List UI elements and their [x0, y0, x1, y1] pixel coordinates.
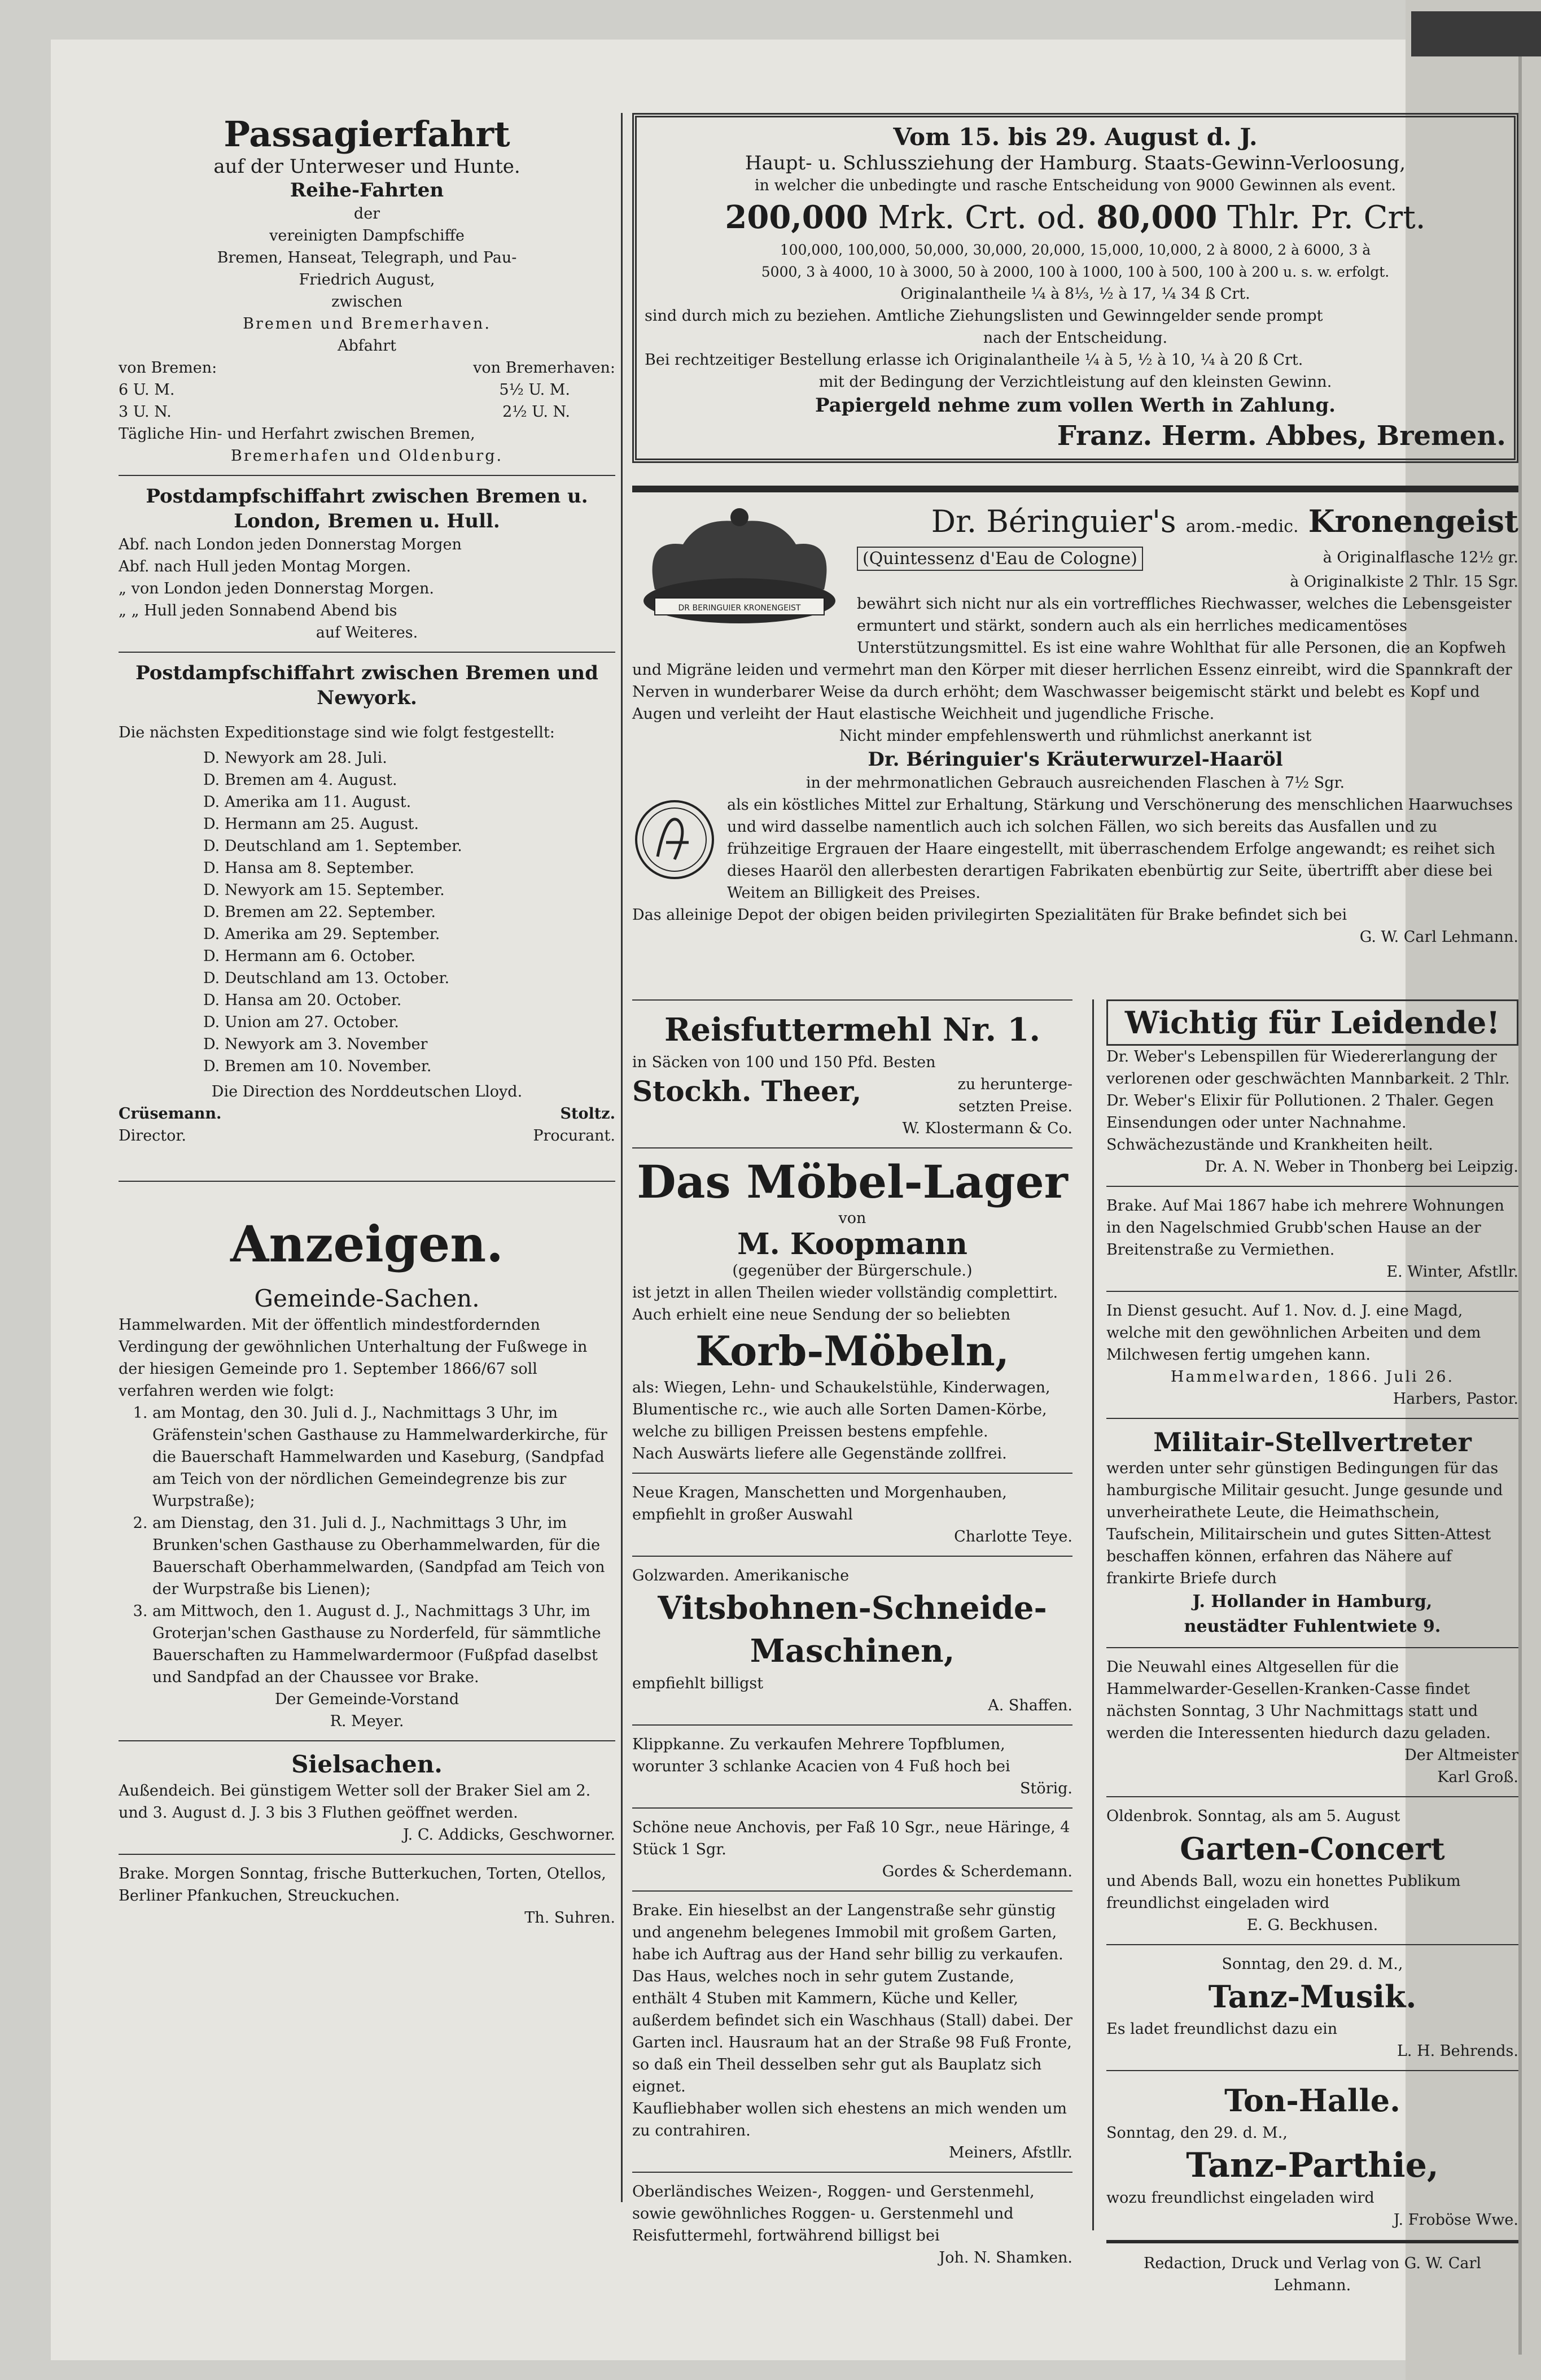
list-item: D. Bremen am 22. September. [203, 903, 436, 921]
lottery-line: Vom 15. bis 29. August d. J. [893, 123, 1258, 151]
kronen-sub-row [857, 547, 1518, 571]
kronen-text: bewährt sich nicht nur als ein vortreffliches Riechwasser, welches die Lebensgeister ermuntert und stärkt, sondern auch als ein herrliches medicamentöses Unterstützungsmittel. Es ist eine wahre Wohlthat für alle Personen, die an Kopfweh und Migräne leiden und vermehrt man den Körper mit dieser herrlichen Essenz einreibt, wird die Spannkraft der Nerven in wunderbarer Weise da durch erhöht; dem Waschwasser beigemischt stärkt und belebt es Kopf und Augen und verleiht der Haut elastische Weichheit und jugendliche Frische. [632, 595, 1512, 723]
signature-role: Director. [119, 1127, 186, 1145]
wicht-title: Wichtig für Leidende! [1106, 999, 1518, 1046]
prize-amount: 200,000 [725, 199, 868, 236]
newyork-intro: Die nächsten Expeditionstage sind wie folgt festgestellt: [119, 724, 555, 741]
wicht-text: Dr. Weber's Lebenspillen für Wiedererlangung der verlorenen oder geschwächten Mannbarkeit. 2 Thlr. Dr. Weber's Elixir für Pollutionen. 2 Thaler. Gegen Einsendungen oder unter Nachnahme. Schwächezustände und Krankheiten heilt. [1106, 1048, 1510, 1154]
signature-row [119, 1103, 615, 1125]
dienst-sign: Harbers, Pastor. [1393, 1390, 1518, 1408]
list-item: D. Amerika am 29. September. [203, 925, 440, 943]
right-upper [632, 113, 1518, 948]
list-item: D. Hermann am 25. August. [203, 815, 419, 833]
list-item: D. Newyork am 3. November [203, 1036, 428, 1053]
divider [1106, 1796, 1518, 1797]
passage-line: Abfahrt [337, 337, 397, 355]
ton-text: wozu freundlichst eingeladen wird [1106, 2189, 1374, 2207]
divider [632, 1473, 1072, 1474]
garten-sign: E. G. Beckhusen. [1246, 1916, 1378, 1934]
right-column [1106, 999, 1518, 2296]
schedule-row [119, 379, 615, 401]
passage-title: Passagierfahrt [224, 113, 510, 155]
passage-line: Tägliche Hin- und Herfahrt zwischen Bremen, [119, 425, 475, 443]
mil-addr: neustädter Fuhlentwiete 9. [1184, 1617, 1441, 1636]
gesellen-sign: Karl Groß. [1437, 1768, 1518, 1786]
tanz-title: Tanz-Musik. [1208, 1979, 1417, 2015]
topf-sign: Störig. [1019, 1780, 1072, 1797]
siel-text: Außendeich. Bei günstigem Wetter soll der Braker Siel am 2. und 3. August d. J. 3 bis 3 Fluthen geöffnet werden. [119, 1782, 591, 1822]
heavy-rule [632, 486, 1518, 492]
ton-sign: J. Froböse Wwe. [1393, 2211, 1518, 2229]
gemeinde-name: R. Meyer. [330, 1713, 404, 1730]
kronengeist-ad [632, 501, 1518, 948]
gesellen-line: Der Altmeister [1404, 1746, 1518, 1764]
lottery-prize [645, 196, 1506, 239]
reis-title: Reisfuttermehl Nr. 1. [664, 1011, 1040, 1049]
list-item: D. Union am 27. October. [203, 1014, 399, 1031]
vits-intro: Golzwarden. Amerikanische [632, 1567, 850, 1584]
divider [119, 1181, 615, 1182]
list-item: 1. am Montag, den 30. Juli d. J., Nachmittags 3 Uhr, im Gräfenstein'schen Gasthause zu Hammelwarderkirche, für die Bauerschaft Hammelwarden und Kaseburg, (Sandpfad am Teich von der nördlichen Gemeindegrenze bis zur Wurpstraße); [152, 1402, 615, 1512]
brake-sign: Th. Suhren. [524, 1909, 615, 1927]
passage-line: Bremerhafen und Oldenburg. [230, 447, 504, 465]
anch-text: Schöne neue Anchovis, per Faß 10 Sgr., neue Häringe, 4 Stück 1 Sgr. [632, 1819, 1070, 1858]
dienst-place: Hammelwarden, 1866. Juli 26. [1170, 1368, 1455, 1386]
gemeinde-list [119, 1402, 615, 1688]
divider [632, 1147, 1072, 1148]
ton-title2: Tanz-Parthie, [1186, 2146, 1439, 2185]
reis-row [632, 1073, 1072, 1117]
list-item: 2. am Dienstag, den 31. Juli d. J., Nachmittags 3 Uhr, im Brunken'schen Gasthause zu Oberhammelwarden, für die Bauerschaft Oberhammelwarden, (Sandpfad am Teich von der Wurpstraße bis Lienen); [152, 1512, 615, 1600]
list-item: D. Deutschland am 1. September. [203, 837, 462, 855]
kronen-title-b: arom.-medic. [1185, 517, 1299, 536]
list-item: D. Newyork am 28. Juli. [203, 749, 387, 767]
monogram-icon [632, 797, 717, 882]
london-line: „ von London jeden Donnerstag Morgen. [119, 580, 434, 597]
london-line: auf Weiteres. [316, 624, 418, 641]
schedule-cell: von Bremerhaven: [473, 359, 615, 377]
divider [632, 1724, 1072, 1726]
mil-text: werden unter sehr günstigen Bedingungen für das hamburgische Militair gesucht. Junge gesunde und unverheirathete Leute, die Heimathschein, Taufschein, Militairschein und gutes Sitten-Attest beschaffen können, erfahren das Nähere auf frankirte Briefe durch [1106, 1460, 1503, 1587]
passage-line: der [353, 205, 380, 222]
moebel-line: Nach Auswärts liefere alle Gegenstände zollfrei. [632, 1445, 1007, 1462]
dienst-text: In Dienst gesucht. Auf 1. Nov. d. J. eine Magd, welche mit den gewöhnlichen Arbeiten und dem Milchwesen fertig umgehen kann. [1106, 1302, 1481, 1364]
schedule-cell: 5½ U. M. [499, 381, 570, 399]
tanz-text: Es ladet freundlichst dazu ein [1106, 2020, 1338, 2038]
wicht-sign: Dr. A. N. Weber in Thonberg bei Leipzig. [1205, 1158, 1518, 1176]
signature-name: Crüsemann. [119, 1105, 222, 1123]
gemeinde-sign: Der Gemeinde-Vorstand [274, 1691, 459, 1708]
passage-line: Friedrich August, [299, 271, 435, 289]
lottery-ad [632, 113, 1518, 463]
list-item: D. Hansa am 8. September. [203, 859, 415, 877]
mil-name: J. Hollander in Hamburg, [1192, 1592, 1433, 1612]
lottery-line: 100,000, 100,000, 50,000, 30,000, 20,000, 15,000, 10,000, 2 à 8000, 2 à 6000, 3 à [780, 242, 1371, 258]
anzeigen-heading: Anzeigen. [230, 1215, 504, 1273]
column-rule-lower [1092, 999, 1094, 2230]
lottery-line: in welcher die unbedingte und rasche Entscheidung von 9000 Gewinnen als event. [754, 177, 1396, 194]
divider [119, 1740, 615, 1741]
imprint: Redaction, Druck und Verlag von G. W. Carl Lehmann. [1143, 2255, 1481, 2294]
moebel-sign: Charlotte Teye. [954, 1528, 1072, 1545]
moebel-addr: (gegenüber der Bürgerschule.) [732, 1262, 973, 1279]
passage-line: Reihe-Fahrten [290, 179, 444, 202]
reis-line: zu herunterge- [957, 1076, 1072, 1093]
passage-line: Bremen und Bremerhaven. [243, 315, 491, 333]
lottery-line: Papiergeld nehme zum vollen Werth in Zahlung. [815, 394, 1336, 417]
schedule-row [119, 401, 615, 423]
divider [1106, 1647, 1518, 1648]
moebel-text: ist jetzt in allen Theilen wieder vollständig complettirt. Auch erhielt eine neue Sendung der so beliebten [632, 1284, 1058, 1324]
reis-line: in Säcken von 100 und 150 Pfd. Besten [632, 1054, 936, 1071]
kronen-sign: G. W. Carl Lehmann. [1359, 928, 1518, 946]
haus-sign: Meiners, Afstllr. [948, 2144, 1072, 2161]
tanz-sign: L. H. Behrends. [1396, 2042, 1518, 2060]
schedule-row [119, 357, 615, 379]
list-item: D. Hansa am 20. October. [203, 992, 402, 1009]
haus-text: Brake. Ein hieselbst an der Langenstraße sehr günstig und angenehm belegenes Immobil mit großem Garten, habe ich Auftrag aus der Hand sehr billig zu verkaufen. Das Haus, welches noch in sehr gutem Zustande, enthält 4 Stuben mit Kammern, Küche und Keller, außerdem befindet sich ein Waschhaus (Stall) dabei. Der Garten incl. Hausraum hat an der Straße 98 Fuß Fronte, so daß ein Theil desselben sehr gut als Bauplatz sich eignet. [632, 1902, 1072, 2095]
london-line: Abf. nach Hull jeden Montag Morgen. [119, 558, 411, 575]
passage-line: auf der Unterweser und Hunte. [213, 155, 520, 178]
newyork-title: Postdampfschiffahrt zwischen Bremen und Newyork. [135, 662, 598, 709]
list-item: D. Deutschland am 13. October. [203, 970, 450, 987]
garten-intro: Oldenbrok. Sonntag, als am 5. August [1106, 1807, 1400, 1825]
kronen-line: Nicht minder empfehlenswerth und rühmlichst anerkannt ist [839, 727, 1312, 745]
middle-column [632, 999, 1072, 2269]
moebel-line: Neue Kragen, Manschetten und Morgenhauben, empfiehlt in großer Auswahl [632, 1484, 1007, 1523]
ton-date: Sonntag, den 29. d. M., [1106, 2124, 1288, 2142]
london-title: Postdampfschiffahrt zwischen Bremen u. London, Bremen u. Hull. [146, 485, 588, 532]
lottery-line: Haupt- u. Schlussziehung der Hamburg. Staats-Gewinn-Verloosung, [745, 152, 1406, 174]
moebel-von: von [838, 1209, 866, 1227]
brake-text: Brake. Morgen Sonntag, frische Butterkuchen, Torten, Otellos, Berliner Pfankuchen, Streuckuchen. [119, 1865, 606, 1905]
lottery-line: Originalantheile ¼ à 8⅓, ½ à 17, ¼ 34 ß Crt. [900, 285, 1250, 303]
divider [1106, 2070, 1518, 2071]
list-item: 3. am Mittwoch, den 1. August d. J., Nachmittags 3 Uhr, im Groterjan'schen Gasthause zu Norderfeld, für sämmtliche Bauerschaften zu Hammelwardermoor (Fußpfad daselbst und Sandpfad an der Chaussee vor Brake. [152, 1600, 615, 1688]
reis-line: setzten Preise. [958, 1098, 1072, 1115]
divider [1106, 1418, 1518, 1419]
ship-list [203, 747, 615, 1077]
divider [119, 652, 615, 653]
divider [632, 2172, 1072, 2173]
moebel-name: M. Koopmann [737, 1227, 967, 1261]
kronen-line: Das alleinige Depot der obigen beiden privilegirten Spezialitäten für Brake befindet sich bei [632, 906, 1347, 924]
moebel-text2: als: Wiegen, Lehn- und Schaukelstühle, Kinderwagen, Blumentische rc., wie auch alle Sorten Damen-Körbe, welche zu billigen Preissen bestens empfehle. [632, 1379, 1050, 1440]
london-line: Abf. nach London jeden Donnerstag Morgen [119, 536, 462, 553]
list-item: D. Bremen am 10. November. [203, 1058, 432, 1075]
list-item: D. Bremen am 4. August. [203, 771, 397, 789]
kronen-text2: als ein köstliches Mittel zur Erhaltung, Stärkung und Verschönerung des menschlichen Haarwuchses und wird dasselbe namentlich auch ich solchen Fällen, wo sich bereits das Ausfallen und zu frühzeitige Ergrauen der Haare eingestellt, mit überraschendem Erfolge angewandt; es reihet sich dieses Haaröl den allerbesten derartigen Fabrikaten ebenbürtig zur Seite, übertrifft aber diese bei Weitem an Billigkeit des Preises. [727, 796, 1513, 902]
divider [632, 999, 1072, 1001]
gemeinde-title: Gemeinde-Sachen. [254, 1285, 480, 1312]
schedule-cell: 2½ U. N. [502, 403, 570, 421]
heavy-rule [1106, 2240, 1518, 2243]
passage-line: vereinigten Dampfschiffe [269, 227, 465, 244]
signature-role: Procurant. [533, 1127, 615, 1145]
woh-sign: E. Winter, Afstllr. [1386, 1263, 1518, 1281]
gesellen-text: Die Neuwahl eines Altgesellen für die Hammelwarder-Gesellen-Kranken-Casse findet nächsten Sonntag, 3 Uhr Nachmittags statt und werden die Interessenten hiedurch dazu geladen. [1106, 1658, 1491, 1742]
moebel-title: Das Möbel-Lager [637, 1155, 1068, 1208]
divider [632, 1890, 1072, 1892]
london-line: „ „ Hull jeden Sonnabend Abend bis [119, 602, 397, 619]
kronen-title-a: Dr. Béringuier's [931, 504, 1176, 539]
siel-title: Sielsachen. [291, 1750, 443, 1778]
signature-name: Stoltz. [560, 1105, 615, 1123]
crown-icon [632, 505, 847, 640]
divider [1106, 1291, 1518, 1292]
list-item: D. Newyork am 15. September. [203, 881, 445, 899]
newyork-sign: Die Direction des Norddeutschen Lloyd. [211, 1083, 523, 1101]
kronen-sub: (Quintessenz d'Eau de Cologne) [857, 547, 1143, 571]
lottery-sign: Franz. Herm. Abbes, Bremen. [1057, 420, 1506, 452]
vits-sign: A. Shaffen. [988, 1697, 1072, 1714]
list-item: D. Hermann am 6. October. [203, 947, 416, 965]
kronen-title-c: Kronengeist [1308, 503, 1518, 539]
kronen-price: à Originalkiste 2 Thlr. 15 Sgr. [1290, 573, 1518, 591]
divider [1106, 1186, 1518, 1187]
column-rule [621, 113, 623, 2202]
schedule-cell: von Bremen: [119, 359, 217, 377]
mil-title: Militair-Stellvertreter [1153, 1427, 1472, 1457]
haus-line: Kaufliebhaber wollen sich ehestens an mich wenden um zu contrahiren. [632, 2100, 1067, 2139]
korb-title: Korb-Möbeln, [695, 1327, 1009, 1375]
crown-label: DR BERINGUIER KRONENGEIST [678, 604, 801, 613]
divider [119, 1854, 615, 1855]
vits-title: Vitsbohnen-Schneide-Maschinen, [658, 1589, 1047, 1670]
passage-line: zwischen [331, 293, 402, 311]
woh-text: Brake. Auf Mai 1867 habe ich mehrere Wohnungen in den Nagelschmied Grubb'schen Hause an der Breitenstraße zu Vermiethen. [1106, 1197, 1504, 1259]
lottery-line: 5000, 3 à 4000, 10 à 3000, 50 à 2000, 100 à 1000, 100 à 500, 100 à 200 u. s. w. erfolgt. [761, 264, 1390, 280]
passage-line: Bremen, Hanseat, Telegraph, und Pau- [217, 249, 517, 267]
kronen-line: in der mehrmonatlichen Gebrauch ausreichenden Flaschen à 7½ Sgr. [805, 774, 1345, 792]
weizen-sign: Joh. N. Shamken. [939, 2249, 1072, 2267]
tanz-date: Sonntag, den 29. d. M., [1222, 1955, 1403, 1973]
signature-row [119, 1125, 615, 1147]
vits-line: empfiehlt billigst [632, 1675, 764, 1692]
reis-sign: W. Klostermann & Co. [902, 1120, 1072, 1137]
lottery-line: mit der Bedingung der Verzichtleistung auf den kleinsten Gewinn. [818, 373, 1332, 391]
garten-title: Garten-Concert [1180, 1831, 1445, 1867]
topf-text: Klippkanne. Zu verkaufen Mehrere Topfblumen, worunter 3 schlanke Acacien von 4 Fuß hoch bei [632, 1736, 1010, 1775]
haaroel-title: Dr. Béringuier's Kräuterwurzel-Haaröl [868, 748, 1283, 771]
lottery-line: sind durch mich zu beziehen. Amtliche Ziehungslisten und Gewinngelder sende prompt [645, 307, 1323, 325]
lottery-line: Bei rechtzeitiger Bestellung erlasse ich Originalantheile ¼ à 5, ½ à 10, ¼ à 20 ß Crt. [645, 351, 1303, 369]
divider [632, 1807, 1072, 1809]
schedule-cell: 3 U. N. [119, 403, 172, 421]
prize-unit: Mrk. Crt. od. [878, 199, 1087, 236]
stock-title: Stockh. Theer, [632, 1075, 862, 1108]
siel-sign: J. C. Addicks, Geschworner. [402, 1826, 615, 1844]
kronen-price: à Originalflasche 12½ gr. [1323, 549, 1518, 566]
prize-amount: 80,000 [1096, 199, 1218, 236]
ton-title: Ton-Halle. [1224, 2082, 1400, 2119]
divider [1106, 1944, 1518, 1945]
list-item: D. Amerika am 11. August. [203, 793, 411, 811]
weizen-text: Oberländisches Weizen-, Roggen- und Gerstenmehl, sowie gewöhnliches Roggen- u. Gerstenmehl und Reisfuttermehl, fortwährend billigst bei [632, 2183, 1035, 2244]
dark-corner [1411, 11, 1541, 56]
prize-unit: Thlr. Pr. Crt. [1227, 199, 1426, 236]
page-fold [1518, 34, 1522, 2355]
gemeinde-intro: Hammelwarden. Mit der öffentlich mindestfordernden Verdingung der gewöhnlichen Unterhaltung der Fußwege in der hiesigen Gemeinde pro 1. September 1866/67 soll verfahren werden wie folgt: [119, 1316, 588, 1400]
garten-text: und Abends Ball, wozu ein honettes Publikum freundlichst eingeladen wird [1106, 1872, 1461, 1912]
anch-sign: Gordes & Scherdemann. [882, 1863, 1072, 1880]
left-column [119, 113, 615, 1929]
reis-price [958, 1073, 1072, 1117]
schedule-cell: 6 U. M. [119, 381, 175, 399]
divider [119, 475, 615, 476]
divider [632, 1556, 1072, 1557]
lottery-line: nach der Entscheidung. [983, 329, 1168, 347]
